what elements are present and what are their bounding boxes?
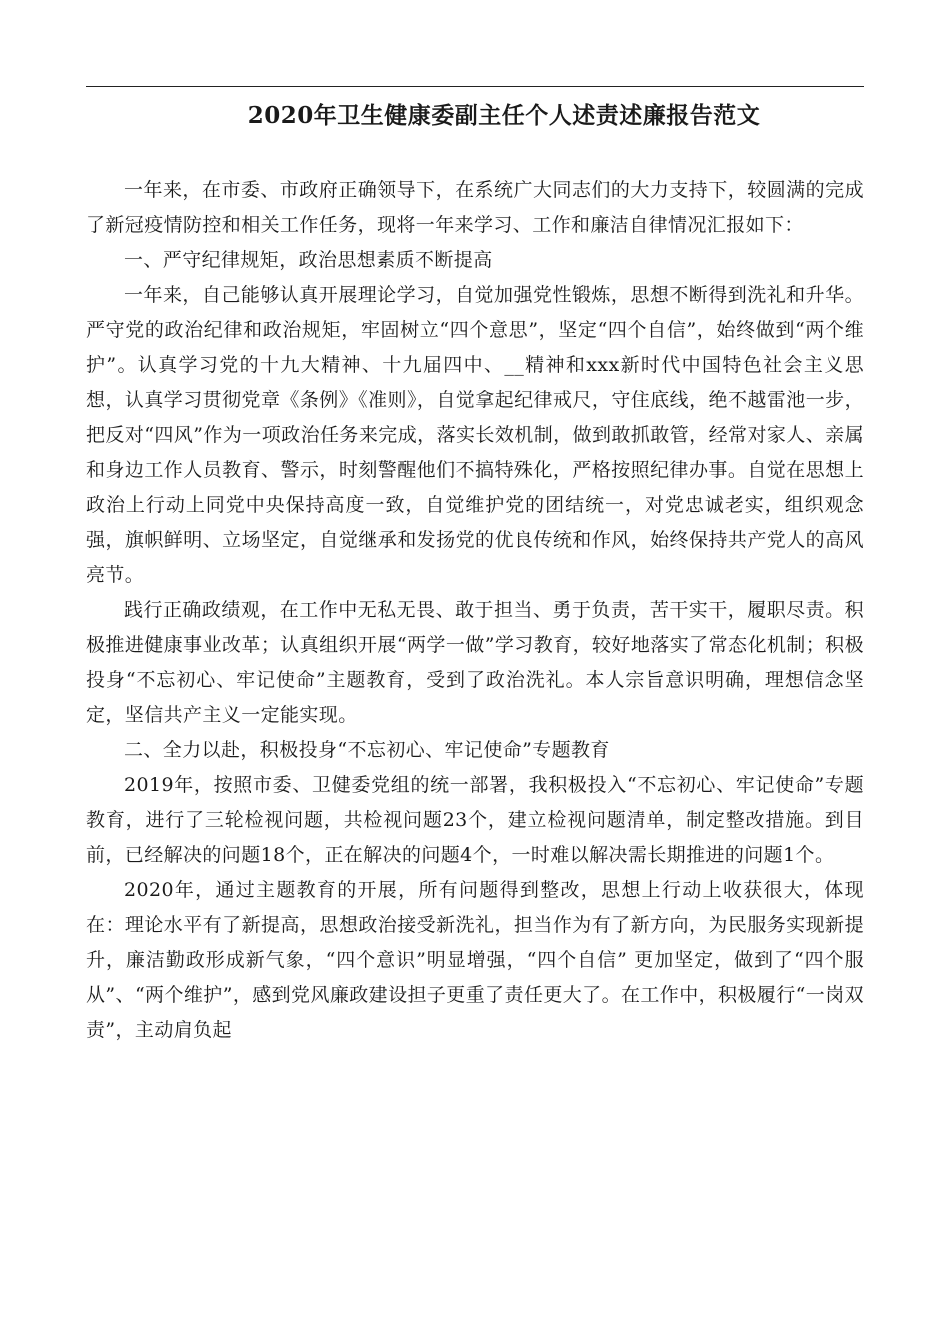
paragraph-discipline: 一年来，自己能够认真开展理论学习，自觉加强党性锻炼，思想不断得到洗礼和升华。严守党的政治纪律和政治规矩，牢固树立“四个意思”，坚定“四个自信”，始终做到“两个维护”。认真学习党的十九大精神、十九届四中、__精神和xxx新时代中国特色社会主义思想，认真学习贯彻党章《条例》《准则》，自觉拿起纪律戒尺，守住底线，绝不越雷池一步，把反对“四风”作为一项政治任务来完成，落实长效机制，做到敢抓敢管，经常对家人、亲属和身边工作人员教育、警示，时刻警醒他们不搞特殊化，严格按照纪律办事。自觉在思想上政治上行动上同党中央保持高度一致，自觉维护党的团结统一，对党忠诚老实，组织观念强，旗帜鲜明、立场坚定，自觉继承和发扬党的优良传统和作风，始终保持共产党人的高风亮节。	[86, 284, 864, 586]
paragraph-intro: 一年来，在市委、市政府正确领导下，在系统广大同志们的大力支持下，较圆满的完成了新冠疫情防控和相关工作任务，现将一年来学习、工作和廉洁自律情况汇报如下：	[86, 179, 864, 236]
section-heading-1: 一、严守纪律规矩，政治思想素质不断提高	[124, 249, 493, 271]
document-body	[86, 173, 864, 1048]
section-heading-2: 二、全力以赴，积极投身“不忘初心、牢记使命”专题教育	[124, 739, 610, 761]
paragraph-2019: 2019年，按照市委、卫健委党组的统一部署，我积极投入“不忘初心、牢记使命”专题教育，进行了三轮检视问题，共检视问题23个，建立检视问题清单，制定整改措施。到目前，已经解决的问题18个，正在解决的问题4个，一时难以解决需长期推进的问题1个。	[86, 774, 864, 866]
header-rule	[86, 86, 864, 87]
paragraph-2020: 2020年，通过主题教育的开展，所有问题得到整改，思想上行动上收获很大，体现在：理论水平有了新提高，思想政治接受新洗礼，担当作为有了新方向，为民服务实现新提升，廉洁勤政形成新气象，“四个意识”明显增强，“四个自信” 更加坚定，做到了“四个服从”、“两个维护”，感到党风廉政建设担子更重了责任更大了。在工作中，积极履行“一岗双责”，主动肩负起	[86, 879, 864, 1041]
paragraph-performance: 践行正确政绩观，在工作中无私无畏、敢于担当、勇于负责，苦干实干，履职尽责。积极推进健康事业改革；认真组织开展“两学一做”学习教育，较好地落实了常态化机制；积极投身“不忘初心、牢记使命”主题教育，受到了政治洗礼。本人宗旨意识明确，理想信念坚定，坚信共产主义一定能实现。	[86, 599, 864, 726]
document-title: 2020年卫生健康委副主任个人述责述廉报告范文	[247, 102, 761, 129]
